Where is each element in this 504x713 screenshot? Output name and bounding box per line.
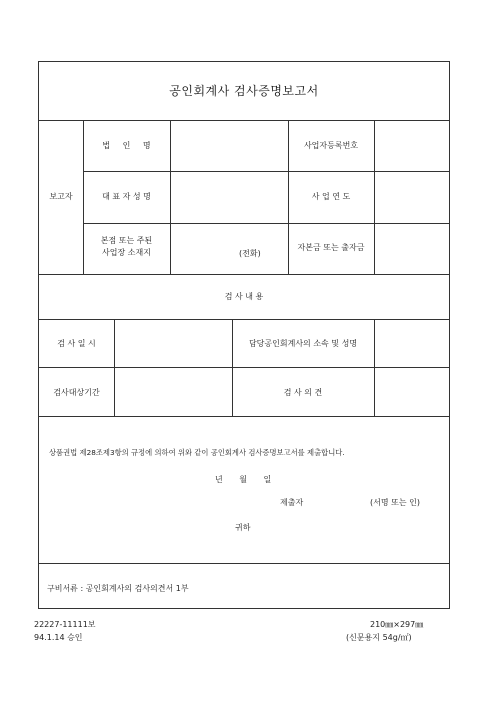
inspection-date-label: 검 사 일 시 [57, 339, 96, 348]
date-line: 년 월 일 [215, 475, 272, 484]
capital-label: 자본금 또는 출자금 [297, 243, 365, 252]
phone-label: (전화) [239, 249, 261, 258]
capital-field[interactable] [375, 224, 448, 273]
signature-label: (서명 또는 인) [370, 498, 420, 507]
cpa-affiliation-label: 담당공인회계사의 소속 및 성명 [248, 339, 358, 348]
biz-reg-no-field[interactable] [375, 121, 448, 170]
address-label-line1: 본점 또는 주된 [100, 236, 153, 245]
divider-line [39, 416, 449, 417]
form-title: 공인회계사 검사증명보고서 [169, 84, 319, 98]
inspection-opinion-field[interactable] [375, 368, 448, 415]
attachments-text: 구비서류 : 공인회계사의 검사의견서 1부 [47, 584, 189, 593]
address-label-line2: 사업장 소재지 [102, 248, 151, 257]
fiscal-year-label: 사 업 연 도 [311, 192, 351, 201]
rep-name-label: 대 표 자 성 명 [102, 192, 151, 201]
approval-text: 94.1.14 승인 [34, 633, 83, 642]
inspection-date-field[interactable] [115, 320, 231, 366]
biz-reg-no-label: 사업자등록번호 [303, 141, 359, 150]
inspection-period-field[interactable] [115, 368, 231, 415]
addressee-label: 귀하 [235, 523, 251, 532]
paper-type: (신문용지 54g/㎡) [346, 633, 412, 642]
cpa-affiliation-field[interactable] [375, 320, 448, 366]
inspection-opinion-label: 검 사 의 견 [283, 388, 323, 397]
fiscal-year-field[interactable] [375, 172, 448, 222]
divider-line [39, 274, 449, 275]
divider-line [39, 563, 449, 564]
inspection-period-label: 검사대상기간 [53, 388, 100, 397]
divider-line [232, 319, 233, 416]
rep-name-field[interactable] [171, 172, 287, 222]
inspection-content-label: 검 사 내 용 [224, 292, 264, 301]
reporter-label: 보고자 [49, 192, 73, 201]
corp-name-field[interactable] [171, 121, 287, 170]
statement-text: 상품권법 제28조제3항의 규정에 의하여 위와 같이 공인회계사 검사증명보고서를 제출합니다. [49, 448, 345, 457]
submitter-label: 제출자 [280, 498, 304, 507]
corp-name-label: 법 인 명 [102, 141, 151, 150]
paper-size: 210㎜×297㎜ [370, 620, 424, 629]
inspection-report-form [38, 61, 450, 609]
form-number: 22227-11111보 [34, 620, 96, 629]
address-field[interactable] [171, 224, 287, 273]
